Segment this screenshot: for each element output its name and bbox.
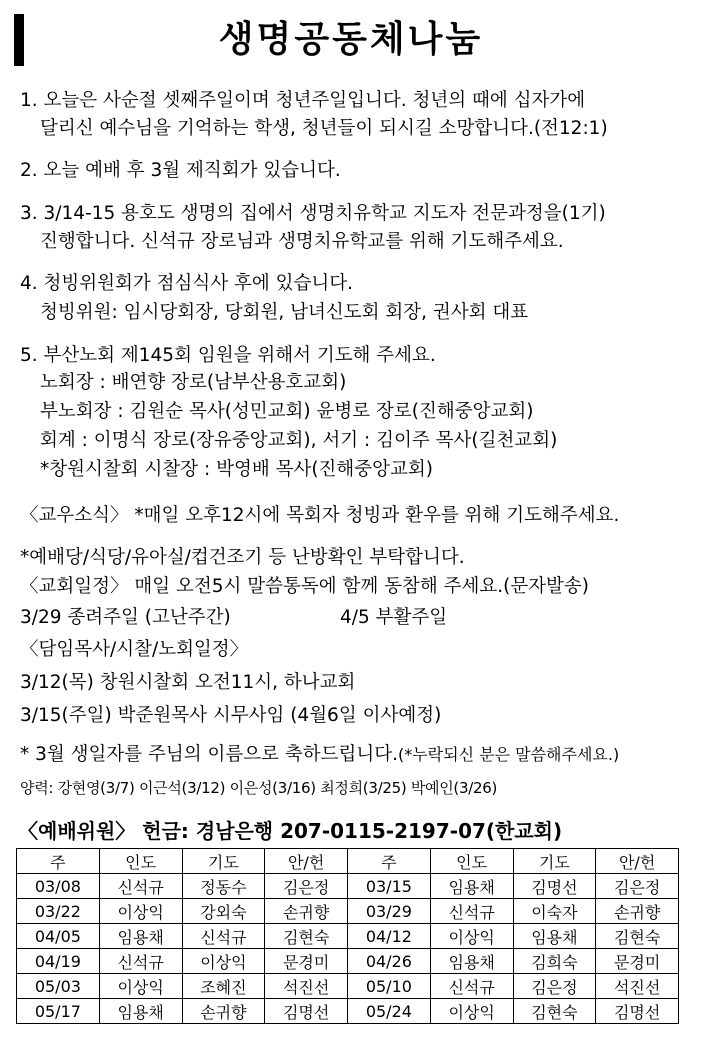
church-schedule: 〈교회일정〉 매일 오전5시 말씀통독에 함께 동참해 주세요.(문자발송) [20, 576, 590, 597]
item-4-line-1: 4. 청빙위원회가 점심식사 후에 있습니다. [20, 273, 353, 294]
table-cell: 이상익 [430, 924, 513, 949]
item-3-line-1: 3. 3/14-15 용호도 생명의 집에서 생명치유학교 지도자 전문과정을(1기) [20, 203, 606, 224]
table-cell: 04/05 [17, 924, 100, 949]
table-cell: 이숙자 [513, 899, 596, 924]
table-cell: 이상익 [430, 999, 513, 1024]
table-cell: 문경미 [596, 949, 679, 974]
table-cell: 손귀향 [182, 999, 265, 1024]
table-cell: 손귀향 [596, 899, 679, 924]
table-cell: 김은정 [596, 874, 679, 899]
table-cell: 03/29 [348, 899, 431, 924]
table-cell: 03/22 [17, 899, 100, 924]
page-title: 생명공동체나눔 [218, 19, 484, 60]
table-cell: 신석규 [99, 949, 182, 974]
officer-line: 회계 : 이명식 장로(장유중앙교회), 서기 : 김이주 목사(길천교회) [40, 430, 558, 451]
column-header: 주 [17, 849, 100, 874]
table-cell: 03/08 [17, 874, 100, 899]
table-row [17, 999, 679, 1024]
column-header: 기도 [182, 849, 265, 874]
birthday-line [20, 742, 619, 768]
table-row [17, 924, 679, 949]
table-cell: 05/10 [348, 974, 431, 999]
table-row [17, 874, 679, 899]
officer-line: 부노회장 : 김원순 목사(성민교회) 윤병로 장로(진해중앙교회) [40, 401, 534, 422]
birthday-note: (*누락되신 분은 말씀해주세요.) [397, 745, 620, 764]
officer-line: 노회장 : 배연향 장로(남부산용호교회) [40, 372, 347, 393]
pastor-schedule-header: 〈담임목사/시찰/노회일정〉 [20, 639, 249, 660]
table-cell: 김현숙 [513, 999, 596, 1024]
worship-schedule-table [16, 848, 679, 1024]
table-cell: 정동수 [182, 874, 265, 899]
table-cell: 강외숙 [182, 899, 265, 924]
table-cell: 이상익 [182, 949, 265, 974]
table-cell: 임용채 [99, 999, 182, 1024]
table-cell: 김명선 [513, 874, 596, 899]
table-cell: 04/26 [348, 949, 431, 974]
officer-line: *창원시찰회 시찰장 : 박영배 목사(진해중앙교회) [40, 459, 433, 480]
item-3-line-2: 진행합니다. 신석규 장로님과 생명치유학교를 위해 기도해주세요. [40, 231, 564, 252]
table-cell: 김명선 [265, 999, 348, 1024]
table-cell: 김명선 [596, 999, 679, 1024]
heating-notice: *예배당/식당/유아실/컵건조기 등 난방확인 부탁합니다. [20, 547, 465, 568]
table-row [17, 899, 679, 924]
table-cell: 임용채 [430, 949, 513, 974]
church-news: 〈교우소식〉 *매일 오후12시에 목회자 청빙과 환우를 위해 기도해주세요. [20, 505, 620, 526]
table-cell: 김희숙 [513, 949, 596, 974]
table-cell: 신석규 [99, 874, 182, 899]
table-cell: 이상익 [99, 974, 182, 999]
column-header: 안/헌 [596, 849, 679, 874]
table-header-row [17, 849, 679, 874]
table-cell: 이상익 [99, 899, 182, 924]
table-cell: 신석규 [182, 924, 265, 949]
table-cell: 03/15 [348, 874, 431, 899]
table-cell: 임용채 [99, 924, 182, 949]
table-cell: 신석규 [430, 974, 513, 999]
item-5-line-1: 5. 부산노회 제145회 임원을 위해서 기도해 주세요. [20, 345, 436, 366]
table-cell: 김은정 [265, 874, 348, 899]
column-header: 기도 [513, 849, 596, 874]
pastor-schedule-1: 3/12(목) 창원시찰회 오전11시, 하나교회 [20, 672, 356, 693]
table-cell: 임용채 [513, 924, 596, 949]
column-header: 안/헌 [265, 849, 348, 874]
birthday-message: * 3월 생일자를 주님의 이름으로 축하드립니다. [20, 744, 398, 765]
table-cell: 손귀향 [265, 899, 348, 924]
title-row [14, 14, 688, 66]
column-header: 인도 [430, 849, 513, 874]
item-1-line-2: 달리신 예수님을 기억하는 학생, 청년들이 되시길 소망합니다.(전12:1) [40, 118, 608, 139]
table-cell: 05/03 [17, 974, 100, 999]
table-row [17, 949, 679, 974]
worship-committee-header: 〈예배위원〉 헌금: 경남은행 207-0115-2197-07(한교회) [18, 819, 563, 843]
table-row [17, 974, 679, 999]
table-cell: 김현숙 [265, 924, 348, 949]
table-cell: 신석규 [430, 899, 513, 924]
schedule-date-1: 3/29 종려주일 (고난주간) [20, 607, 231, 628]
column-header: 인도 [99, 849, 182, 874]
column-header: 주 [348, 849, 431, 874]
table-cell: 05/17 [17, 999, 100, 1024]
item-1-line-1: 1. 오늘은 사순절 셋째주일이며 청년주일입니다. 청년의 때에 십자가에 [20, 90, 586, 111]
table-cell: 석진선 [596, 974, 679, 999]
birthday-list: 양력: 강현영(3/7) 이근석(3/12) 이은성(3/16) 최정희(3/25) 박예인(3/26) [20, 779, 498, 797]
table-cell: 05/24 [348, 999, 431, 1024]
item-4-line-2: 청빙위원: 임시당회장, 당회원, 남녀신도회 회장, 권사회 대표 [40, 302, 529, 323]
table-cell: 김은정 [513, 974, 596, 999]
table-cell: 04/19 [17, 949, 100, 974]
table-cell: 04/12 [348, 924, 431, 949]
schedule-date-2: 4/5 부활주일 [340, 607, 448, 628]
table-cell: 문경미 [265, 949, 348, 974]
table-cell: 김현숙 [596, 924, 679, 949]
table-cell: 조혜진 [182, 974, 265, 999]
table-cell: 임용채 [430, 874, 513, 899]
pastor-schedule-2: 3/15(주일) 박준원목사 시무사임 (4월6일 이사예정) [20, 705, 442, 726]
table-cell: 석진선 [265, 974, 348, 999]
item-2-line-1: 2. 오늘 예배 후 3월 제직회가 있습니다. [20, 160, 341, 181]
